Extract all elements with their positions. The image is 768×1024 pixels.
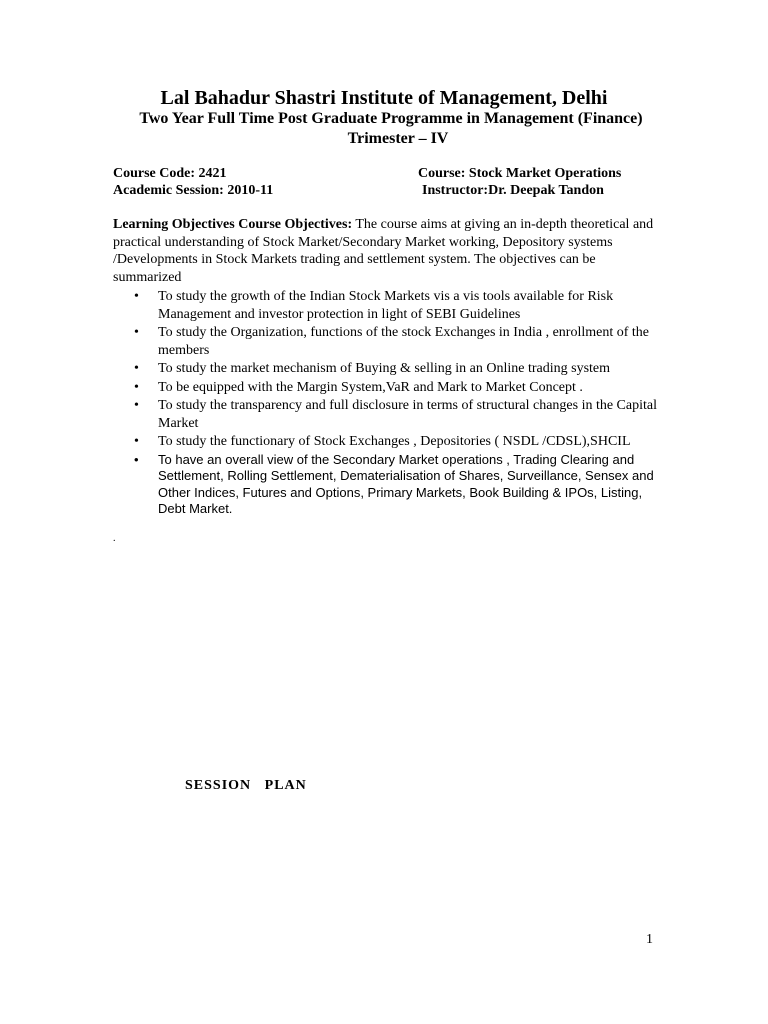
stray-mark: .	[113, 533, 116, 544]
academic-session: Academic Session: 2010-11	[113, 183, 274, 198]
list-item-text: To have an overall view of the Secondary Market operations , Trading Clearing and Settlement, Rolling Settlement, Dematerialisation of Shares, Surveillance, Sensex and Other Indices, Futures and Options, Primary Markets, Book Building & IPOs, Listing, Debt Market.	[158, 451, 654, 516]
list-item	[113, 397, 658, 432]
list-item	[113, 360, 658, 378]
list-item	[113, 324, 658, 359]
list-item-text: To study the market mechanism of Buying & selling in an Online trading system	[158, 361, 611, 376]
institute-title: Lal Bahadur Shastri Institute of Management, Delhi	[160, 87, 608, 109]
session-plan-heading: SESSION PLAN	[185, 778, 307, 793]
objectives-lead: Learning Objectives Course Objectives:	[113, 217, 353, 232]
bullet-icon: •	[134, 325, 139, 340]
list-item-text: To study the transparency and full disclosure in terms of structural changes in the Capital Market	[158, 398, 657, 431]
objectives-list	[113, 288, 658, 518]
trimester-heading: Trimester – IV	[347, 130, 449, 147]
bullet-icon: •	[134, 289, 139, 304]
bullet-icon: •	[134, 361, 139, 376]
bullet-icon: •	[134, 434, 139, 449]
list-item-text: To be equipped with the Margin System,VaR and Mark to Market Concept .	[158, 379, 583, 395]
list-item	[113, 433, 658, 451]
page-number: 1	[646, 932, 653, 947]
bullet-icon: •	[134, 379, 139, 395]
programme-subtitle: Two Year Full Time Post Graduate Programme in Management (Finance)	[139, 110, 643, 127]
bullet-icon: •	[134, 398, 139, 413]
list-item	[113, 452, 658, 518]
list-item-text: To study the functionary of Stock Exchanges , Depositories ( NSDL /CDSL),SHCIL	[158, 434, 631, 449]
bullet-icon: •	[134, 451, 139, 467]
list-item	[113, 379, 658, 397]
course-code: Course Code: 2421	[113, 166, 227, 181]
list-item	[113, 288, 658, 323]
objectives-paragraph	[113, 216, 658, 286]
objectives-text: The course aims at giving an in-depth theoretical and practical understanding of Stock Market/Secondary Market working, Depository systems /Developments in Stock Markets trading and settlement system. The objectives can be summarized	[113, 217, 654, 285]
instructor-name: Instructor:Dr. Deepak Tandon	[422, 183, 604, 198]
list-item-text: To study the growth of the Indian Stock Markets vis a vis tools available for Risk Management and investor protection in light of SEBI Guidelines	[158, 289, 614, 322]
list-item-text: To study the Organization, functions of the stock Exchanges in India , enrollment of the members	[158, 325, 649, 358]
course-name: Course: Stock Market Operations	[418, 166, 622, 181]
